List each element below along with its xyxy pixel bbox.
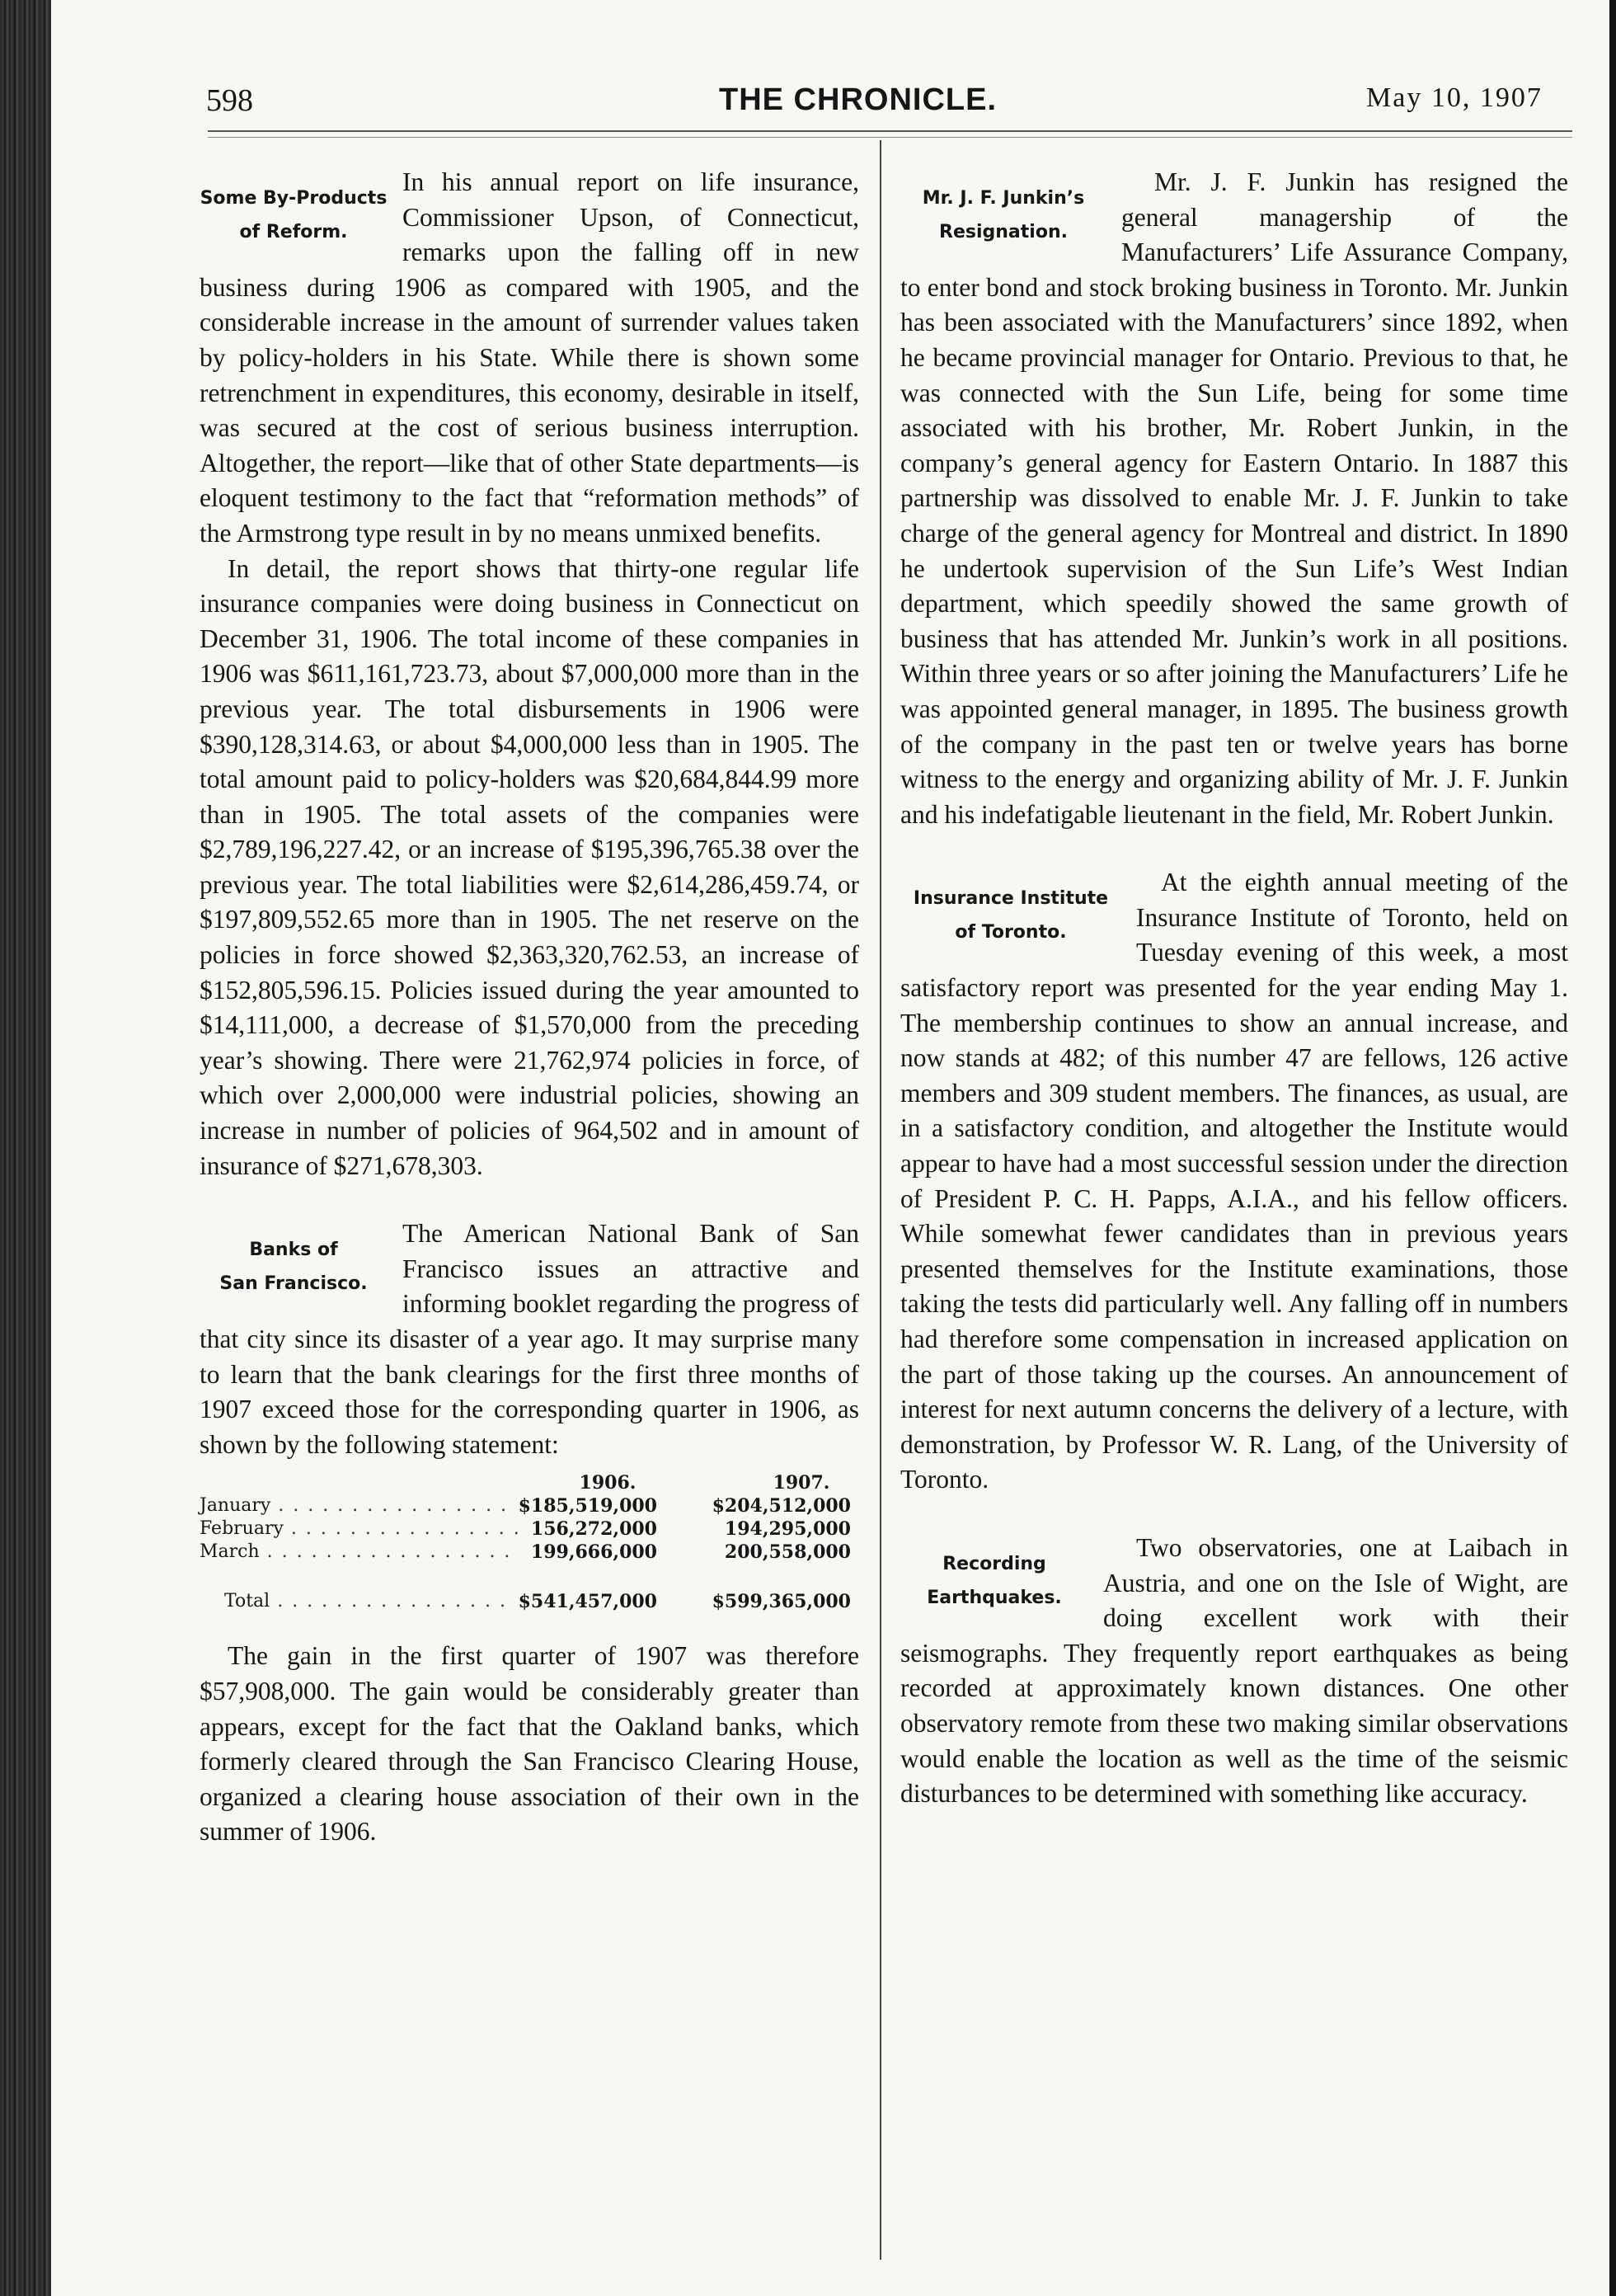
row-label: February: [200, 1517, 284, 1539]
article-earthquakes: [900, 1531, 1568, 1812]
article-banks: [200, 1216, 859, 1850]
table-row: March . . . . . . . . . . . . . . . . . 199,666,000 200,558,000: [200, 1546, 859, 1569]
table-row: February . . . . . . . . . . . . . . . . 156,272,000 194,295,000: [200, 1523, 859, 1546]
sidehead-banks: [200, 1233, 388, 1301]
sidehead-line: San Francisco.: [219, 1273, 368, 1295]
article-paragraph: In his annual report on life insurance, Commissioner Upson, of Connecticut, remarks upon the falling off in new business during 1906 as compared with 1905, and the considerable increase in the amount of surrender values taken by policy-holders in his State. While there is shown some retrenchment in expenditures, this economy, desirable in itself, was secured at the cost of serious business interruption. Altogether, the report—like that of other State departments—is eloquent testimony to the fact that “reformation methods” of the Armstrong type result in by no means unmixed benefits.: [200, 167, 859, 548]
sidehead-line: Banks of: [249, 1240, 338, 1261]
sidehead-line: Recording: [942, 1553, 1046, 1574]
article-paragraph: The American National Bank of San Francisco issues an attractive and informing booklet regarding the progress of that city since its disaster of a year ago. It may surprise many to learn that the bank clearings for the first three months of 1907 exceed those for the corresponding quarter in 1906, as shown by the following statement:: [200, 1219, 859, 1459]
sidehead-earthquakes: [900, 1547, 1088, 1615]
article-paragraph: Two observatories, one at Laibach in Austria, and one on the Isle of Wight, are doing excellent work with their seismographs. They frequently report earthquakes as being recorded at approximately known distances. One other observatory remote from these two making similar observations would enable the location as well as the time of the seismic disturbances to be determined with something like accuracy.: [900, 1532, 1568, 1809]
sidehead-line: Earthquakes.: [927, 1587, 1062, 1608]
article-institute: [900, 865, 1568, 1498]
article-paragraph: In detail, the report shows that thirty-one regular life insurance companies were doing business in Connecticut on December 31, 1906. The total income of these companies in 1906 was $611,161,723.73, about $7,000,000 more than in the previous year. The total disbursements in 1906 were $390,128,314.63, or about $4,000,000 less than in 1905. The total amount paid to policy-holders was $20,684,844.99 more than in 1905. The total assets of the companies were $2,789,196,227.42, or an increase of $195,396,765.38 over the previous year. The total liabilities were $2,614,286,459.74, or $197,809,552.65 more than in 1905. The net reserve on the policies in force showed $2,363,320,762.53, an increase of $152,805,596.15. Policies issued during the year amounted to $14,111,000, a decrease of $1,570,000 from the preceding year’s showing. There were 21,762,974 policies in force, of which over 2,000,000 were industrial policies, showing an increase in number of policies of 964,502 and in amount of insurance of $271,678,303.: [200, 553, 859, 1180]
total-label: Total: [224, 1590, 270, 1611]
cell-1906: 156,272,000: [530, 1517, 657, 1540]
cell-1907: 194,295,000: [724, 1517, 851, 1540]
column-header-1907: 1907.: [773, 1471, 830, 1494]
article-paragraph: The gain in the first quarter of 1907 was therefore $57,908,000. The gain would be considerably greater than appears, except for the fact that the Oakland banks, which formerly cleared through the San Francisco Clearing House, organized a clearing house association of their own in the summer of 1906.: [200, 1641, 859, 1847]
issue-date: May 10, 1907: [1366, 82, 1543, 113]
newspaper-page: [51, 0, 1609, 2296]
sidehead-line: Insurance Institute: [913, 888, 1109, 910]
left-column: [200, 165, 859, 1850]
sidehead-line: Some By-Products: [200, 188, 388, 209]
table-total-row: Total . . . . . . . . . . . . . . . . $541,457,000 $599,365,000: [200, 1596, 859, 1619]
article-junkin: [900, 165, 1568, 832]
total-1906: $541,457,000: [518, 1590, 657, 1612]
total-1907: $599,365,000: [712, 1590, 851, 1612]
cell-1907: $204,512,000: [712, 1494, 851, 1517]
scanned-page-edge: [0, 0, 51, 2296]
sidehead-line: of Reform.: [239, 222, 348, 242]
cell-1906: $185,519,000: [518, 1494, 657, 1517]
sidehead-institute: [900, 882, 1121, 949]
sidehead-line: of Toronto.: [955, 922, 1067, 943]
sidehead-line: Resignation.: [939, 222, 1068, 242]
row-label: January: [200, 1494, 271, 1516]
publication-title: THE CHRONICLE.: [719, 82, 997, 117]
table-row: January . . . . . . . . . . . . . . . . $185,519,000 $204,512,000: [200, 1500, 859, 1523]
right-column: [900, 165, 1568, 1812]
clearings-table: [200, 1471, 859, 1619]
cell-1906: 199,666,000: [530, 1541, 657, 1563]
header-rule-thin: [208, 137, 1572, 138]
header-rule: [208, 130, 1572, 132]
article-paragraph: At the eighth annual meeting of the Insurance Institute of Toronto, held on Tuesday evening of this week, a most satisfactory report was presented for the year ending May 1. The membership continues to show an annual increase, and now stands at 482; of this number 47 are fellows, 126 active members and 309 student members. The finances, as usual, are in a satisfactory condition, and altogether the Institute would appear to have had a most successful session under the direction of President P. C. H. Papps, A.I.A., and his fellow officers. While somewhat fewer candidates than in previous years presented themselves for the Institute examinations, those taking the tests did particularly well. Any falling off in numbers had therefore some compensation in increased application on the part of those taking up the courses. An announcement of interest for next autumn concerns the delivery of a lecture, with demonstration, by Professor W. R. Lang, of the University of Toronto.: [900, 868, 1569, 1494]
article-paragraph: Mr. J. F. Junkin has resigned the general managership of the Manufacturers’ Life Assurance Company, to enter bond and stock broking business in Toronto. Mr. Junkin has been associated with the Manufacturers’ since 1892, when he became provincial manager for Ontario. Previous to that, he was connected with the Sun Life, being for some time associated with his brother, Mr. Robert Junkin, in the company’s general agency for Eastern Ontario. In 1887 this partnership was dissolved to enable Mr. J. F. Junkin to take charge of the general agency for Montreal and district. In 1890 he undertook supervision of the Sun Life’s West Indian department, which speedily showed the same growth of business that has attended Mr. Junkin’s work in all positions. Within three years or so after joining the Manufacturers’ Life he was appointed general manager, in 1895. The business growth of the company in the past ten or twelve years has borne witness to the energy and organizing ability of Mr. J. F. Junkin and his indefatigable lieutenant in the field, Mr. Robert Junkin.: [900, 167, 1568, 829]
sidehead-line: Mr. J. F. Junkin’s: [922, 188, 1085, 209]
column-divider: [880, 140, 881, 2260]
cell-1907: 200,558,000: [724, 1541, 851, 1563]
article-by-products: [200, 165, 859, 1183]
row-label: March: [200, 1541, 260, 1562]
column-header-1906: 1906.: [579, 1471, 637, 1494]
sidehead-by-products: [200, 181, 388, 249]
page-number: 598: [206, 83, 253, 118]
sidehead-junkin: [900, 181, 1106, 249]
